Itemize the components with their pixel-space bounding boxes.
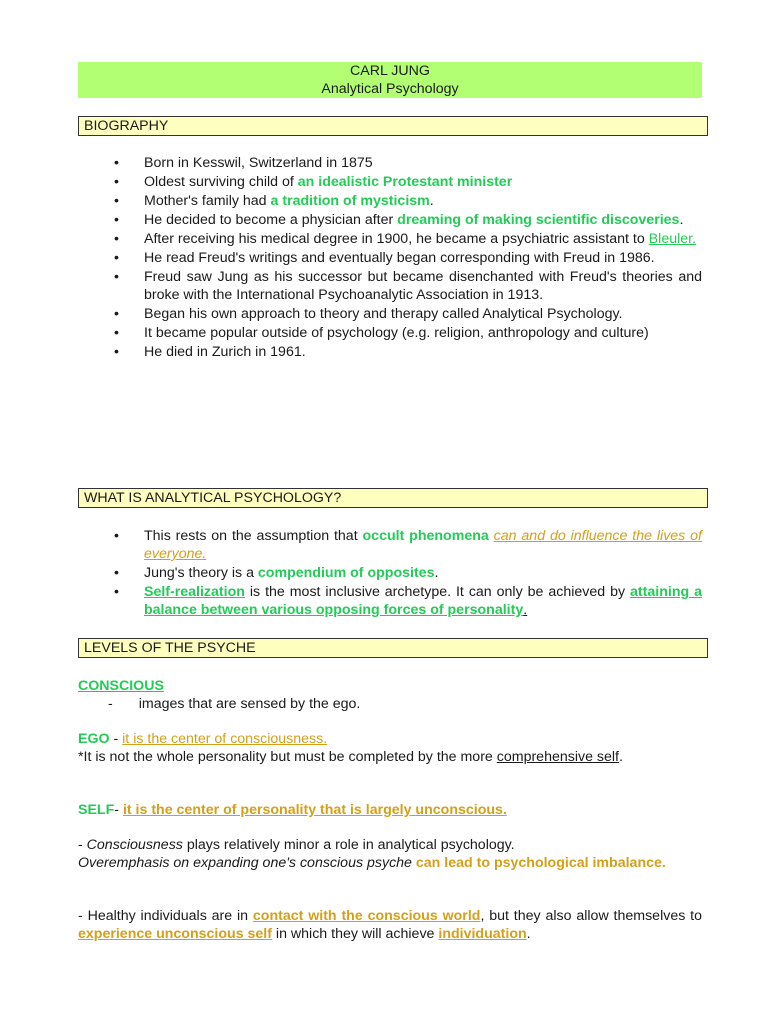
bullet-icon: • [114,193,119,209]
bullet-icon: • [114,565,119,581]
list-item: • This rests on the assumption that occult phenomena can and do influence the lives of everyone. [114,528,702,562]
section-header-analytical-psychology: WHAT IS ANALYTICAL PSYCHOLOGY? [78,488,708,508]
healthy-paragraph: - Healthy individuals are in contact with the conscious world, but they also allow themselves to experience unconscious self in which they will achieve individuation. [78,908,702,942]
list-item: • After receiving his medical degree in 1900, he became a psychiatric assistant to Bleuler. [114,231,697,247]
title-name: CARL JUNG [350,63,430,79]
list-item: • Freud saw Jung as his successor but became disenchanted with Freud's theories and broke with the International Psychoanalytic Association in 1913. [114,269,702,303]
bullet-icon: • [114,269,119,285]
analytical-list [78,527,702,620]
bullet-icon: • [114,174,119,190]
conscious-block: CONSCIOUS - images that are sensed by the ego. [78,678,361,712]
self-heading: SELF [78,802,115,818]
list-item: • It became popular outside of psychology (e.g. religion, anthropology and culture) [114,325,649,341]
list-item: • Mother's family had a tradition of mysticism. [114,193,434,209]
ego-block: EGO - it is the center of consciousness. *It is not the whole personality but must be completed by the more comprehensive self. [78,731,623,765]
list-item: • Began his own approach to theory and therapy called Analytical Psychology. [114,306,623,322]
bullet-icon: • [114,344,119,360]
bullet-icon: • [114,306,119,322]
self-block: SELF- it is the center of personality that is largely unconscious. [78,802,507,818]
bullet-icon: • [114,231,119,247]
list-item: • He read Freud's writings and eventually began corresponding with Freud in 1986. [114,250,655,266]
section-header-biography: BIOGRAPHY [78,116,708,136]
bullet-icon: • [114,155,119,171]
bullet-icon: • [114,528,119,544]
bullet-icon: • [114,325,119,341]
list-item: • Oldest surviving child of an idealistic Protestant minister [114,174,513,190]
section-header-levels: LEVELS OF THE PSYCHE [78,638,708,658]
list-item: • Self-realization is the most inclusive archetype. It can only be achieved by attaining a balance between various opposing forces of personality. [114,584,702,618]
biography-list [78,154,702,362]
list-item: • He died in Zurich in 1961. [114,344,306,360]
bullet-icon: • [114,584,119,600]
bleuler-link[interactable]: Bleuler. [648,231,697,247]
list-item: • He decided to become a physician after dreaming of making scientific discoveries. [114,212,684,228]
list-item: • Jung's theory is a compendium of opposites. [114,565,439,581]
list-item: • Born in Kesswil, Switzerland in 1875 [114,155,373,171]
conscious-heading: CONSCIOUS [78,678,164,694]
bullet-icon: • [114,212,119,228]
consciousness-paragraph: - Consciousness plays relatively minor a role in analytical psychology. Overemphasis on expanding one's conscious psyche can lead to psychological imbalance. [78,837,666,871]
ego-heading: EGO [78,731,110,747]
title-subtitle: Analytical Psychology [321,81,459,97]
bullet-icon: • [114,250,119,266]
title-banner [78,62,702,98]
